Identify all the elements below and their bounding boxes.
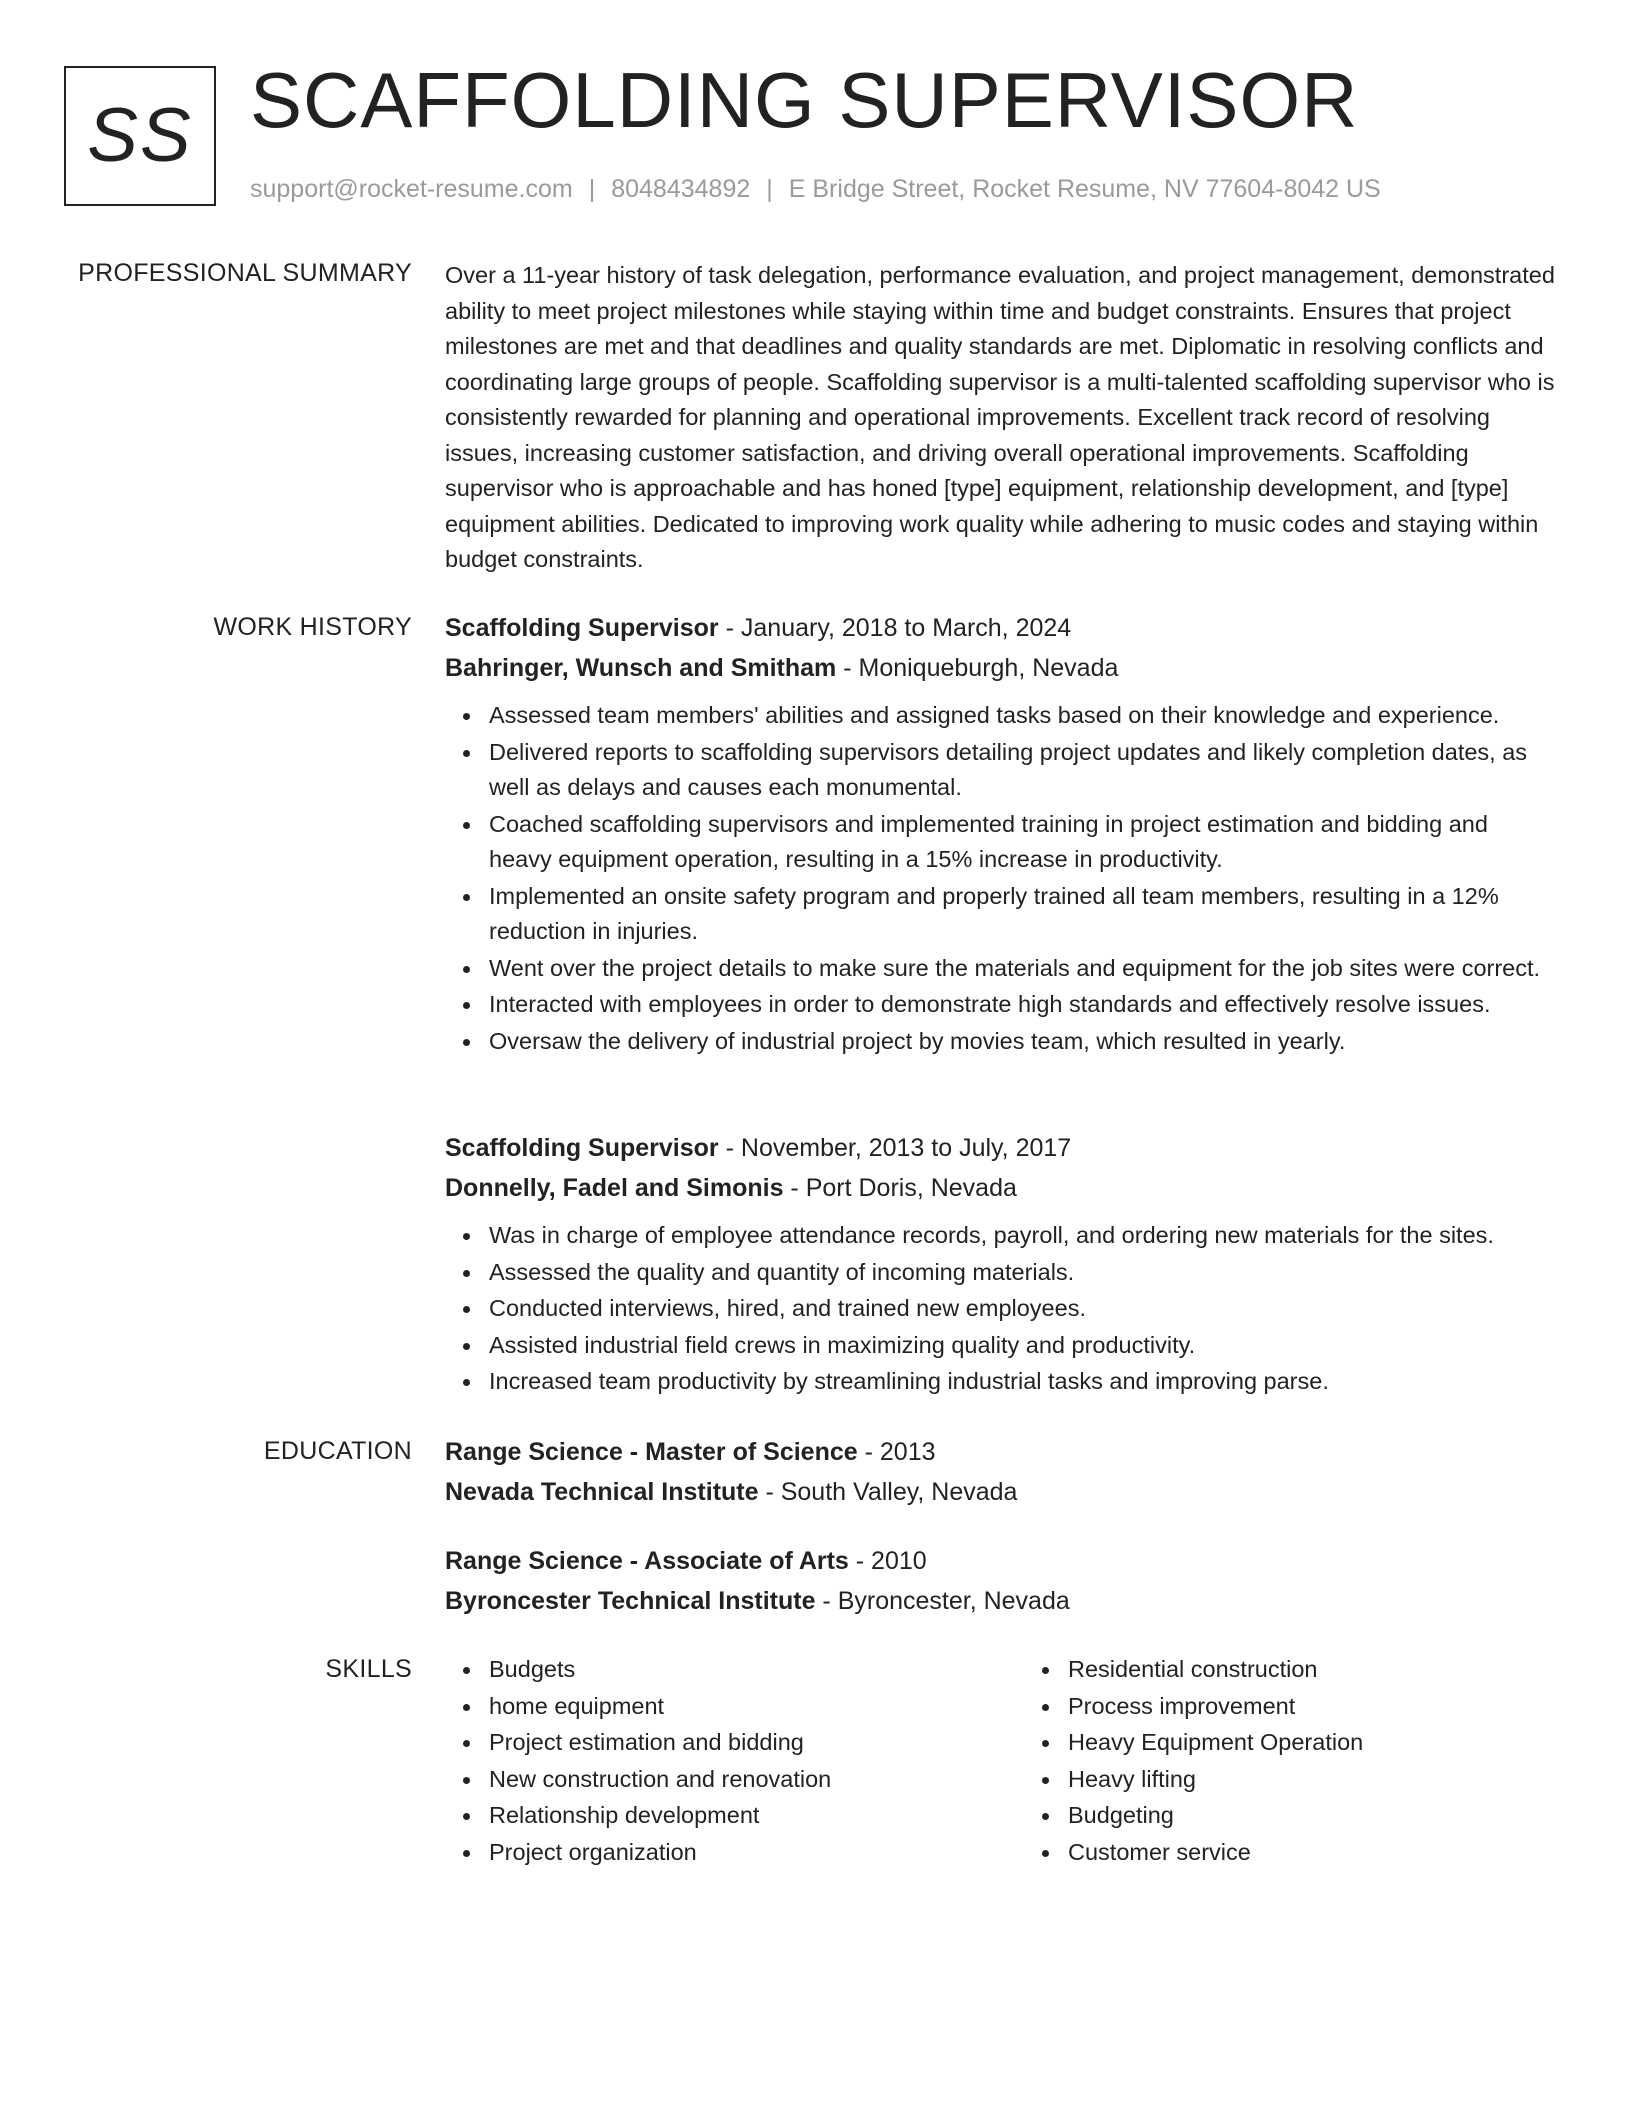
school-line (445, 1581, 1557, 1621)
job-bullet: Assessed the quality and quantity of incoming materials. (489, 1255, 1557, 1291)
skill-item: New construction and renovation (489, 1762, 978, 1798)
job-entry (445, 608, 1557, 1060)
school: Nevada Technical Institute (445, 1478, 759, 1506)
job-bullet: Assisted industrial field crews in maximizing quality and productivity. (489, 1328, 1557, 1364)
monogram-initials: SS (87, 93, 193, 178)
job-location: - Port Doris, Nevada (783, 1174, 1017, 1202)
page-title: SCAFFOLDING SUPERVISOR (250, 56, 1359, 144)
summary-text: Over a 11-year history of task delegation, performance evaluation, and project management, demonstrated ability to meet project milestones while staying within time and budget constraints. Ensures that project milestones are met and that deadlines and quality standards are met. Diplomatic in resolving conflicts and coordinating large groups of people. Scaffolding supervisor is a multi-talented scaffolding supervisor who is consistently rewarded for planning and operational improvements. Excellent track record of resolving issues, increasing customer satisfaction, and driving overall operational improvements. Scaffolding supervisor who is approachable and has honed [type] equipment, relationship development, and [type] equipment abilities. Dedicated to improving work quality while adhering to music codes and staying within budget constraints. (445, 262, 1555, 572)
job-bullet-list (445, 698, 1557, 1059)
job-company-line (445, 648, 1557, 688)
job-bullet: Coached scaffolding supervisors and implemented training in project estimation and bidding and heavy equipment operation, resulting in a 15% increase in productivity. (489, 807, 1557, 878)
degree-year: - 2010 (848, 1547, 927, 1575)
job-bullet: Implemented an onsite safety program and properly trained all team members, resulting in a 12% reduction in injuries. (489, 879, 1557, 950)
summary-heading: PROFESSIONAL SUMMARY (78, 259, 412, 287)
contact-separator: | (588, 175, 596, 203)
skills-section (445, 1652, 1557, 1871)
skill-item: Project estimation and bidding (489, 1725, 978, 1761)
job-bullet: Oversaw the delivery of industrial project by movies team, which resulted in yearly. (489, 1024, 1557, 1060)
skills-grid (445, 1652, 1557, 1871)
job-company: Bahringer, Wunsch and Smitham (445, 654, 837, 682)
degree: Range Science - Master of Science (445, 1438, 858, 1466)
job-title-line (445, 1128, 1557, 1168)
skill-item: home equipment (489, 1689, 978, 1725)
job-company-line (445, 1168, 1557, 1208)
job-bullet: Assessed team members' abilities and assigned tasks based on their knowledge and experience. (489, 698, 1557, 734)
skills-list-right (1024, 1652, 1557, 1871)
job-bullet: Delivered reports to scaffolding supervisors detailing project updates and likely completion dates, as well as delays and causes each monumental. (489, 735, 1557, 806)
contact-separator: | (766, 175, 773, 203)
skill-item: Heavy Equipment Operation (1068, 1725, 1557, 1761)
job-title: Scaffolding Supervisor (445, 1134, 719, 1162)
degree-line (445, 1541, 1557, 1581)
job-bullet-list (445, 1218, 1557, 1400)
work-history-heading: WORK HISTORY (213, 613, 412, 641)
school-location: - Byroncester, Nevada (815, 1587, 1070, 1615)
job-dates: - November, 2013 to July, 2017 (718, 1134, 1072, 1162)
skill-item: Residential construction (1068, 1652, 1557, 1688)
skills-list-left (445, 1652, 978, 1871)
degree-line (445, 1432, 1557, 1472)
contact-address: E Bridge Street, Rocket Resume, NV 77604-8042 US (788, 175, 1381, 203)
degree-year: - 2013 (857, 1438, 936, 1466)
job-dates: - January, 2018 to March, 2024 (718, 614, 1072, 642)
job-company: Donnelly, Fadel and Simonis (445, 1174, 784, 1202)
job-bullet: Interacted with employees in order to demonstrate high standards and effectively resolve issues. (489, 987, 1557, 1023)
skill-item: Project organization (489, 1835, 978, 1871)
skills-heading: SKILLS (325, 1655, 412, 1683)
skill-item: Budgeting (1068, 1798, 1557, 1834)
contact-phone: 8048434892 (611, 175, 751, 203)
education-entry (445, 1541, 1557, 1621)
job-title-line (445, 608, 1557, 648)
skill-item: Budgets (489, 1652, 978, 1688)
skill-item: Process improvement (1068, 1689, 1557, 1725)
contact-line (250, 174, 1381, 204)
job-bullet: Went over the project details to make sure the materials and equipment for the job sites were correct. (489, 951, 1557, 987)
skill-item: Heavy lifting (1068, 1762, 1557, 1798)
skill-item: Relationship development (489, 1798, 978, 1834)
school-line (445, 1472, 1557, 1512)
job-bullet: Was in charge of employee attendance records, payroll, and ordering new materials for the sites. (489, 1218, 1557, 1254)
skill-item: Customer service (1068, 1835, 1557, 1871)
job-bullet: Increased team productivity by streamlining industrial tasks and improving parse. (489, 1364, 1557, 1400)
job-location: - Moniqueburgh, Nevada (836, 654, 1119, 682)
job-title: Scaffolding Supervisor (445, 614, 719, 642)
education-entry (445, 1432, 1557, 1512)
school: Byroncester Technical Institute (445, 1587, 816, 1615)
job-bullet: Conducted interviews, hired, and trained new employees. (489, 1291, 1557, 1327)
monogram-box (64, 66, 216, 206)
school-location: - South Valley, Nevada (758, 1478, 1018, 1506)
education-heading: EDUCATION (263, 1437, 412, 1465)
degree: Range Science - Associate of Arts (445, 1547, 849, 1575)
contact-email: support@rocket-resume.com (250, 175, 573, 203)
job-entry (445, 1128, 1557, 1401)
